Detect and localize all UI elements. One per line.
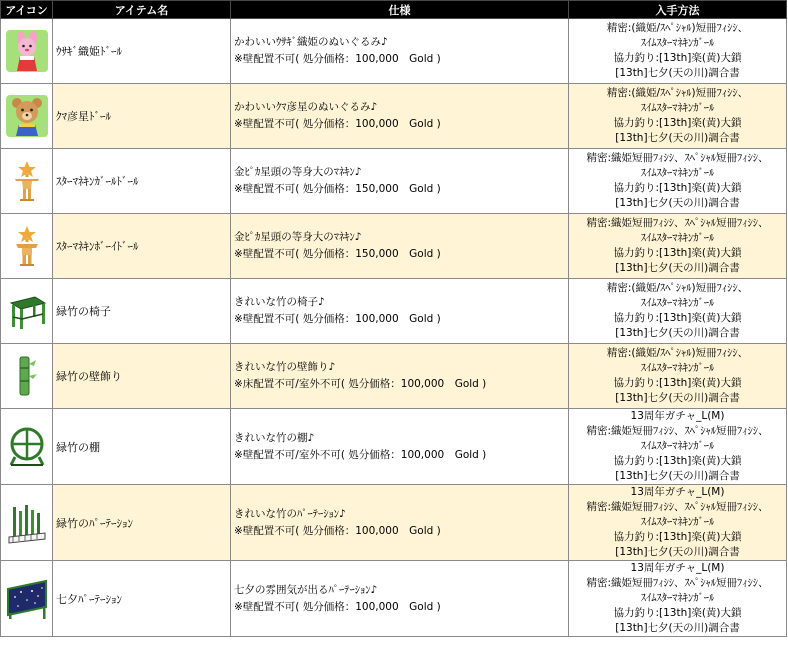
source-line: 13周年ガチャ_L(M)	[630, 410, 725, 422]
source-line: ｽｲﾑｽﾀｰﾏﾈｷﾝｶﾞｰﾙ	[640, 102, 715, 114]
source-line: 精密:織姫短冊ﾌｨｼｼ、ｽﾍﾟｼｬﾙ短冊ﾌｨｼｼ、	[586, 152, 769, 164]
item-spec	[231, 344, 569, 409]
source-line: 協力釣り:[13th]楽(黄)大鎖	[613, 247, 742, 259]
item-name: 緑竹のﾊﾟｰﾃｰｼｮﾝ	[53, 485, 231, 561]
source-line: 協力釣り:[13th]楽(黄)大鎖	[613, 182, 742, 194]
item-icon-cell	[1, 19, 53, 84]
source-line: ｽｲﾑｽﾀｰﾏﾈｷﾝｶﾞｰﾙ	[640, 232, 715, 244]
item-icon-cell	[1, 409, 53, 485]
item-source	[569, 149, 787, 214]
item-spec	[231, 149, 569, 214]
item-icon-cell	[1, 214, 53, 279]
item-spec	[231, 485, 569, 561]
item-note: ※壁配置不可( 処分価格：100,000 Gold )	[234, 53, 441, 65]
star-mannequin-boy-icon	[5, 224, 49, 268]
item-spec	[231, 214, 569, 279]
source-line: 協力釣り:[13th]楽(黄)大鎖	[613, 312, 742, 324]
source-line: 精密:織姫短冊ﾌｨｼｼ、ｽﾍﾟｼｬﾙ短冊ﾌｨｼｼ、	[586, 425, 769, 437]
bamboo-chair-icon	[5, 289, 49, 333]
source-line: 精密:織姫短冊ﾌｨｼｼ、ｽﾍﾟｼｬﾙ短冊ﾌｨｼｼ、	[586, 577, 769, 589]
item-icon-cell	[1, 485, 53, 561]
item-description: 金ﾋﾟｶ星頭の等身大のﾏﾈｷﾝ♪	[234, 166, 362, 178]
source-line: [13th]七夕(天の川)調合書	[615, 622, 740, 634]
source-line: [13th]七夕(天の川)調合書	[615, 470, 740, 482]
pink-rabbit-doll-icon	[5, 29, 49, 73]
source-line: 13周年ガチャ_L(M)	[630, 562, 725, 574]
item-name: 緑竹の棚	[53, 409, 231, 485]
item-spec	[231, 561, 569, 637]
item-note: ※壁配置不可( 処分価格：150,000 Gold )	[234, 248, 441, 260]
table-row	[1, 344, 787, 409]
source-line: 協力釣り:[13th]楽(黄)大鎖	[613, 117, 742, 129]
item-description: きれいな竹のﾊﾟｰﾃｰｼｮﾝ♪	[234, 507, 346, 520]
tanabata-partition-icon	[5, 577, 49, 621]
item-name: 緑竹の壁飾り	[53, 344, 231, 409]
table-row	[1, 409, 787, 485]
item-description: かわいいｳｻｷﾞ織姫のぬいぐるみ♪	[234, 36, 388, 48]
source-line: ｽｲﾑｽﾀｰﾏﾈｷﾝｶﾞｰﾙ	[640, 167, 715, 179]
item-name: 七夕ﾊﾟｰﾃｰｼｮﾝ	[53, 561, 231, 637]
source-line: [13th]七夕(天の川)調合書	[615, 392, 740, 404]
item-source	[569, 409, 787, 485]
source-line: ｽｲﾑｽﾀｰﾏﾈｷﾝｶﾞｰﾙ	[640, 297, 715, 309]
item-source	[569, 279, 787, 344]
source-line: 精密:(織姫/ｽﾍﾟｼｬﾙ)短冊ﾌｨｼｼ、	[606, 282, 749, 294]
header-spec: 仕様	[231, 1, 569, 19]
table-row	[1, 149, 787, 214]
item-icon-cell	[1, 84, 53, 149]
source-line: ｽｲﾑｽﾀｰﾏﾈｷﾝｶﾞｰﾙ	[640, 362, 715, 374]
source-line: ｽｲﾑｽﾀｰﾏﾈｷﾝｶﾞｰﾙ	[640, 37, 715, 49]
source-line: [13th]七夕(天の川)調合書	[615, 197, 740, 209]
source-line: ｽｲﾑｽﾀｰﾏﾈｷﾝｶﾞｰﾙ	[640, 516, 715, 528]
item-icon-cell	[1, 561, 53, 637]
source-line: 協力釣り:[13th]楽(黄)大鎖	[613, 52, 742, 64]
item-description: きれいな竹の棚♪	[234, 431, 315, 444]
table-row	[1, 561, 787, 637]
item-name: 緑竹の椅子	[53, 279, 231, 344]
item-source	[569, 561, 787, 637]
item-spec	[231, 409, 569, 485]
source-line: [13th]七夕(天の川)調合書	[615, 67, 740, 79]
item-description: かわいいｸﾏ彦星のぬいぐるみ♪	[234, 101, 378, 113]
item-icon-cell	[1, 149, 53, 214]
item-description: きれいな竹の壁飾り♪	[234, 361, 336, 373]
item-note: ※壁配置不可/室外不可( 処分価格：100,000 Gold )	[234, 448, 487, 461]
item-source	[569, 344, 787, 409]
source-line: 協力釣り:[13th]楽(黄)大鎖	[613, 607, 742, 619]
bamboo-partition-icon	[5, 501, 49, 545]
item-description: 七夕の雰囲気が出るﾊﾟｰﾃｰｼｮﾝ♪	[234, 583, 378, 596]
header-icon: アイコン	[1, 1, 53, 19]
item-note: ※床配置不可/室外不可( 処分価格：100,000 Gold )	[234, 378, 487, 390]
table-row	[1, 279, 787, 344]
source-line: [13th]七夕(天の川)調合書	[615, 132, 740, 144]
source-line: ｽｲﾑｽﾀｰﾏﾈｷﾝｶﾞｰﾙ	[640, 440, 715, 452]
source-line: 協力釣り:[13th]楽(黄)大鎖	[613, 377, 742, 389]
header-get: 入手方法	[569, 1, 787, 19]
source-line: 13周年ガチャ_L(M)	[630, 486, 725, 498]
header-name: アイテム名	[53, 1, 231, 19]
item-note: ※壁配置不可( 処分価格：100,000 Gold )	[234, 524, 441, 537]
item-name: ｸﾏ彦星ﾄﾞｰﾙ	[53, 84, 231, 149]
item-source	[569, 84, 787, 149]
item-note: ※壁配置不可( 処分価格：150,000 Gold )	[234, 183, 441, 195]
source-line: 協力釣り:[13th]楽(黄)大鎖	[613, 531, 742, 543]
source-line: 精密:織姫短冊ﾌｨｼｼ、ｽﾍﾟｼｬﾙ短冊ﾌｨｼｼ、	[586, 501, 769, 513]
source-line: [13th]七夕(天の川)調合書	[615, 546, 740, 558]
item-name: ｳｻｷﾞ織姫ﾄﾞｰﾙ	[53, 19, 231, 84]
item-description: きれいな竹の椅子♪	[234, 296, 325, 308]
source-line: [13th]七夕(天の川)調合書	[615, 327, 740, 339]
source-line: 精密:(織姫/ｽﾍﾟｼｬﾙ)短冊ﾌｨｼｼ、	[606, 347, 749, 359]
item-icon-cell	[1, 344, 53, 409]
table-row	[1, 485, 787, 561]
bamboo-shelf-icon	[5, 425, 49, 469]
source-line: 協力釣り:[13th]楽(黄)大鎖	[613, 455, 742, 467]
star-mannequin-girl-icon	[5, 159, 49, 203]
item-source	[569, 485, 787, 561]
bamboo-wall-decor-icon	[5, 354, 49, 398]
source-line: 精密:(織姫/ｽﾍﾟｼｬﾙ)短冊ﾌｨｼｼ、	[606, 87, 749, 99]
item-name: ｽﾀｰﾏﾈｷﾝｶﾞｰﾙﾄﾞｰﾙ	[53, 149, 231, 214]
source-line: 精密:(織姫/ｽﾍﾟｼｬﾙ)短冊ﾌｨｼｼ、	[606, 22, 749, 34]
table-row	[1, 214, 787, 279]
table-row	[1, 84, 787, 149]
header-row	[1, 1, 787, 19]
item-icon-cell	[1, 279, 53, 344]
item-note: ※壁配置不可( 処分価格：100,000 Gold )	[234, 118, 441, 130]
item-name: ｽﾀｰﾏﾈｷﾝﾎﾞｰｲﾄﾞｰﾙ	[53, 214, 231, 279]
item-note: ※壁配置不可( 処分価格：100,000 Gold )	[234, 600, 441, 613]
item-note: ※壁配置不可( 処分価格：100,000 Gold )	[234, 313, 441, 325]
bear-doll-icon	[5, 94, 49, 138]
source-line: [13th]七夕(天の川)調合書	[615, 262, 740, 274]
item-spec	[231, 19, 569, 84]
item-spec	[231, 84, 569, 149]
source-line: ｽｲﾑｽﾀｰﾏﾈｷﾝｶﾞｰﾙ	[640, 592, 715, 604]
item-spec	[231, 279, 569, 344]
item-source	[569, 19, 787, 84]
table-row	[1, 19, 787, 84]
item-source	[569, 214, 787, 279]
item-description: 金ﾋﾟｶ星頭の等身大のﾏﾈｷﾝ♪	[234, 231, 362, 243]
source-line: 精密:織姫短冊ﾌｨｼｼ、ｽﾍﾟｼｬﾙ短冊ﾌｨｼｼ、	[586, 217, 769, 229]
